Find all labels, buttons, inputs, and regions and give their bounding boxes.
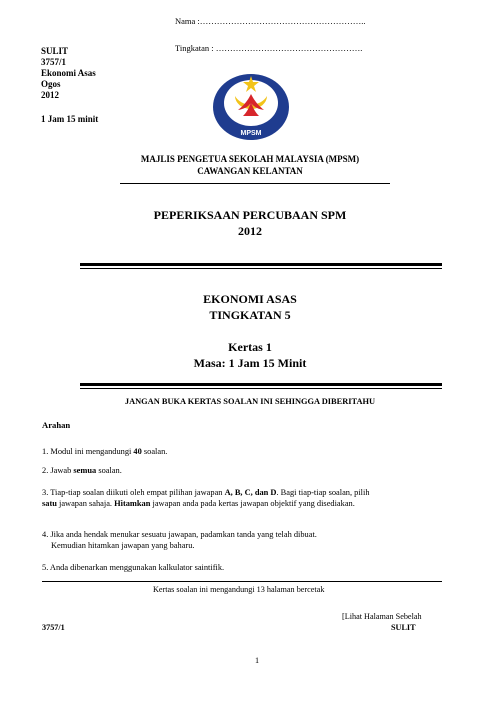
footer-sulit: SULIT [391,623,416,632]
subject-form: TINGKATAN 5 [209,308,291,322]
footer-divider [42,581,442,582]
next-page-note: [Lihat Halaman Sebelah [342,612,422,621]
meta-code: 3757/1 [41,57,67,67]
paper-meta [41,46,96,101]
instruction-4: 4. Jika anda hendak menukar sesuatu jawapan, padamkan tanda yang telah dibuat. Kemudian hitamkan jawapan yang baharu. [42,530,317,550]
name-field-label: Nama :………………………………………………….. [175,16,366,26]
mpsm-logo [210,72,292,142]
instruction-1: 1. Modul ini mengandungi 40 soalan. [42,447,168,456]
paper-time: Masa: 1 Jam 15 Minit [193,356,307,370]
double-rule-top-thick [80,263,442,266]
footer-code: 3757/1 [42,623,65,632]
double-rule-bottom-thin [80,388,442,389]
meta-month: Ogos [41,79,61,89]
instruction-3: 3. Tiap-tiap soalan diikuti oleh empat pilihan jawapan A, B, C, dan D. Bagi tiap-tiap soalan, pilih satu jawapan sahaja. Hitamkan jawapan anda pada kertas jawapan objektif yang disediakan. [42,488,370,508]
warning-text: JANGAN BUKA KERTAS SOALAN INI SEHINGGA DIBERITAHU [124,397,376,406]
page-number: 1 [255,656,260,665]
instruction-2: 2. Jawab semua soalan. [42,466,122,475]
instruction-5: 5. Anda dibenarkan menggunakan kalkulator saintifik. [42,563,225,572]
class-field-label: Tingkatan : ……………………………………………. [175,43,363,53]
org-divider [120,183,390,184]
meta-year: 2012 [41,90,59,100]
meta-subject: Ekonomi Asas [41,68,96,78]
paper-duration: 1 Jam 15 minit [41,114,99,124]
paper-number: Kertas 1 [228,340,272,354]
exam-year: 2012 [238,224,262,238]
double-rule-top-thin [80,268,442,269]
org-line-2: CAWANGAN KELANTAN [197,166,303,176]
subject-name: EKONOMI ASAS [203,292,297,306]
instructions-heading: Arahan [42,420,71,430]
logo-text: MPSM [240,130,262,137]
meta-sulit: SULIT [41,46,69,56]
org-line-1: MAJLIS PENGETUA SEKOLAH MALAYSIA (MPSM) [140,154,360,164]
exam-title: PEPERIKSAAN PERCUBAAN SPM [153,208,347,222]
double-rule-bottom-thick [80,383,442,386]
pages-note: Kertas soalan ini mengandungi 13 halaman bercetak [153,585,325,594]
